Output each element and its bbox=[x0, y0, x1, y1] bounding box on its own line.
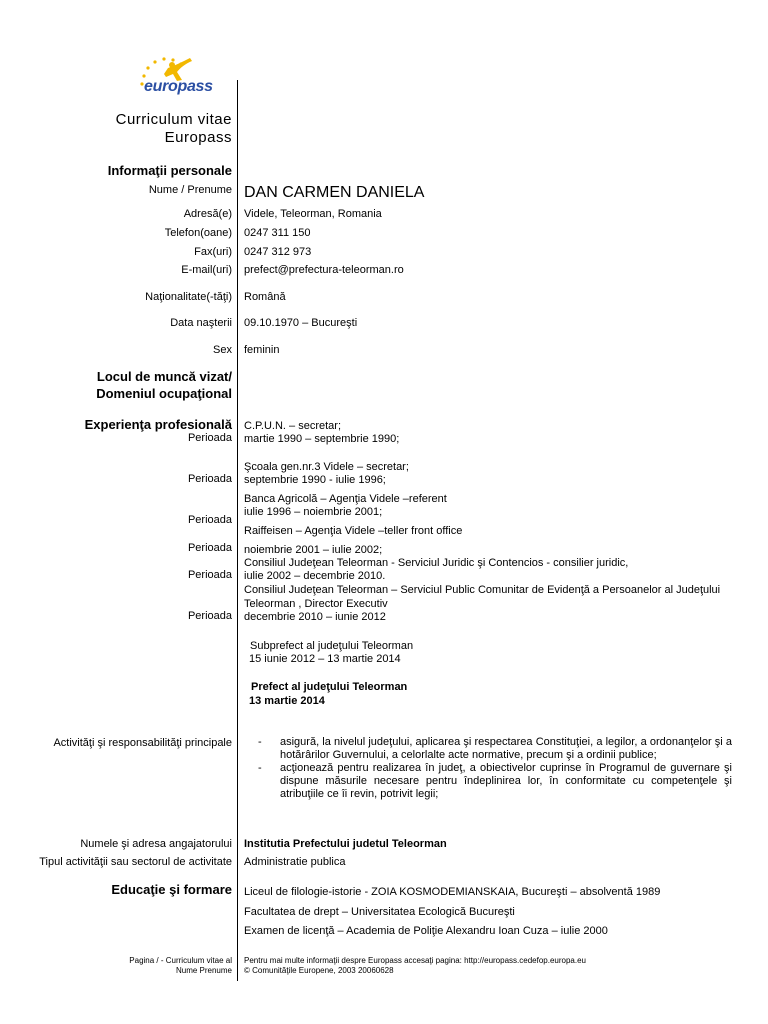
sector-label: Tipul activităţii sau sectorul de activitate bbox=[39, 856, 232, 868]
experience-line: iulie 2002 – decembrie 2010. bbox=[244, 570, 386, 582]
experience-line: Prefect al judeţului Teleorman bbox=[251, 681, 408, 693]
personal-info-heading: Informaţii personale bbox=[107, 163, 232, 178]
address-label: Adresă(e) bbox=[183, 208, 232, 220]
education-item: Examen de licenţă – Academia de Poliţie Alexandru Ioan Cuza – iulie 2000 bbox=[244, 925, 608, 937]
logo-wordmark: europass bbox=[144, 78, 213, 95]
europass-logo bbox=[130, 52, 230, 100]
experience-line: Banca Agricolă – Agenţia Videle –referent bbox=[244, 493, 447, 505]
period-label: Perioada bbox=[187, 610, 232, 622]
experience-heading: Experienţa profesională bbox=[84, 417, 232, 432]
sex-label: Sex bbox=[213, 344, 232, 356]
period-label: Perioada bbox=[187, 569, 232, 581]
document-title: Curriculum vitae Europass bbox=[115, 111, 232, 146]
phone-value: 0247 311 150 bbox=[244, 227, 311, 239]
birth-value: 09.10.1970 – Bucureşti bbox=[244, 317, 358, 329]
experience-line: 13 martie 2014 bbox=[249, 695, 325, 707]
footer-divider bbox=[237, 955, 238, 981]
activities-list bbox=[258, 736, 732, 801]
experience-line: Consiliul Judeţean Teleorman – Serviciul Public Comunitar de Evidenţă a Persoanelor al Judeţului bbox=[244, 584, 721, 596]
employer-label: Numele şi adresa angajatorului bbox=[80, 838, 232, 850]
employer-value: Institutia Prefectului judetul Teleorman bbox=[244, 838, 447, 850]
experience-line: Şcoala gen.nr.3 Videle – secretar; bbox=[244, 461, 409, 473]
activities-label: Activităţi şi responsabilităţi principale bbox=[53, 737, 232, 749]
experience-line: Subprefect al judeţului Teleorman bbox=[250, 640, 414, 652]
list-item: - asigură, la nivelul judeţului, aplicarea şi respectarea Constituţiei, a legilor, a ordonanţelor şi a hotărârilor Guvernului, a celorlalte acte normative, precum şi a ordinii publice; bbox=[258, 736, 732, 761]
email-value: prefect@prefectura-teleorman.ro bbox=[244, 264, 404, 276]
experience-line: Teleorman , Director Executiv bbox=[244, 598, 388, 610]
experience-line: 15 iunie 2012 – 13 martie 2014 bbox=[249, 653, 401, 665]
period-label: Perioada bbox=[187, 432, 232, 444]
experience-line: decembrie 2010 – iunie 2012 bbox=[244, 611, 386, 623]
fax-label: Fax(uri) bbox=[194, 246, 232, 258]
experience-line: iulie 1996 – noiembrie 2001; bbox=[244, 506, 383, 518]
experience-line: septembrie 1990 - iulie 1996; bbox=[244, 474, 386, 486]
nationality-label: Naţionalitate(-tăţi) bbox=[145, 291, 232, 303]
experience-line: noiembrie 2001 – iulie 2002; bbox=[244, 544, 383, 556]
footer-left: Pagina / - Curriculum vitae al Nume Prenume bbox=[129, 956, 232, 975]
period-label: Perioada bbox=[187, 514, 232, 526]
experience-line: Raiffeisen – Agenţia Videle –teller front office bbox=[244, 525, 463, 537]
sector-value: Administratie publica bbox=[244, 856, 346, 868]
column-divider bbox=[237, 80, 238, 955]
period-label: Perioada bbox=[187, 542, 232, 554]
education-heading: Educaţie şi formare bbox=[111, 882, 232, 897]
footer-right: Pentru mai multe informaţii despre Europass accesaţi pagina: http://europass.cedefop.europa.eu © Comunităţile Europene, 2003 20060628 bbox=[244, 956, 586, 975]
address-value: Videle, Teleorman, Romania bbox=[244, 208, 382, 220]
experience-line: Consiliul Judeţean Teleorman - Serviciul Juridic şi Contencios - consilier juridic, bbox=[244, 557, 629, 569]
email-label: E-mail(uri) bbox=[181, 264, 232, 276]
education-item: Liceul de filologie-istorie - ZOIA KOSMODEMIANSKAIA, Bucureşti – absolventă 1989 bbox=[244, 886, 661, 898]
experience-line: C.P.U.N. – secretar; bbox=[244, 420, 341, 432]
name-value: DAN CARMEN DANIELA bbox=[244, 184, 425, 201]
phone-label: Telefon(oane) bbox=[164, 227, 232, 239]
fax-value: 0247 312 973 bbox=[244, 246, 312, 258]
job-target-heading: Locul de muncă vizat/ Domeniul ocupaţional bbox=[96, 369, 232, 401]
period-label: Perioada bbox=[187, 473, 232, 485]
birth-label: Data naşterii bbox=[170, 317, 232, 329]
experience-line: martie 1990 – septembrie 1990; bbox=[244, 433, 400, 445]
name-label: Nume / Prenume bbox=[148, 184, 232, 196]
sex-value: feminin bbox=[244, 344, 280, 356]
education-item: Facultatea de drept – Universitatea Ecologică Bucureşti bbox=[244, 906, 515, 918]
nationality-value: Română bbox=[244, 291, 286, 303]
list-item: - acţionează pentru realizarea în judeţ, a obiectivelor cuprinse în Programul de guvernare şi dispune măsurile necesare pentru îndeplinirea lor, în conformitate cu competenţele şi atribuţiile ce îi revin, potrivit legii; bbox=[258, 762, 732, 800]
